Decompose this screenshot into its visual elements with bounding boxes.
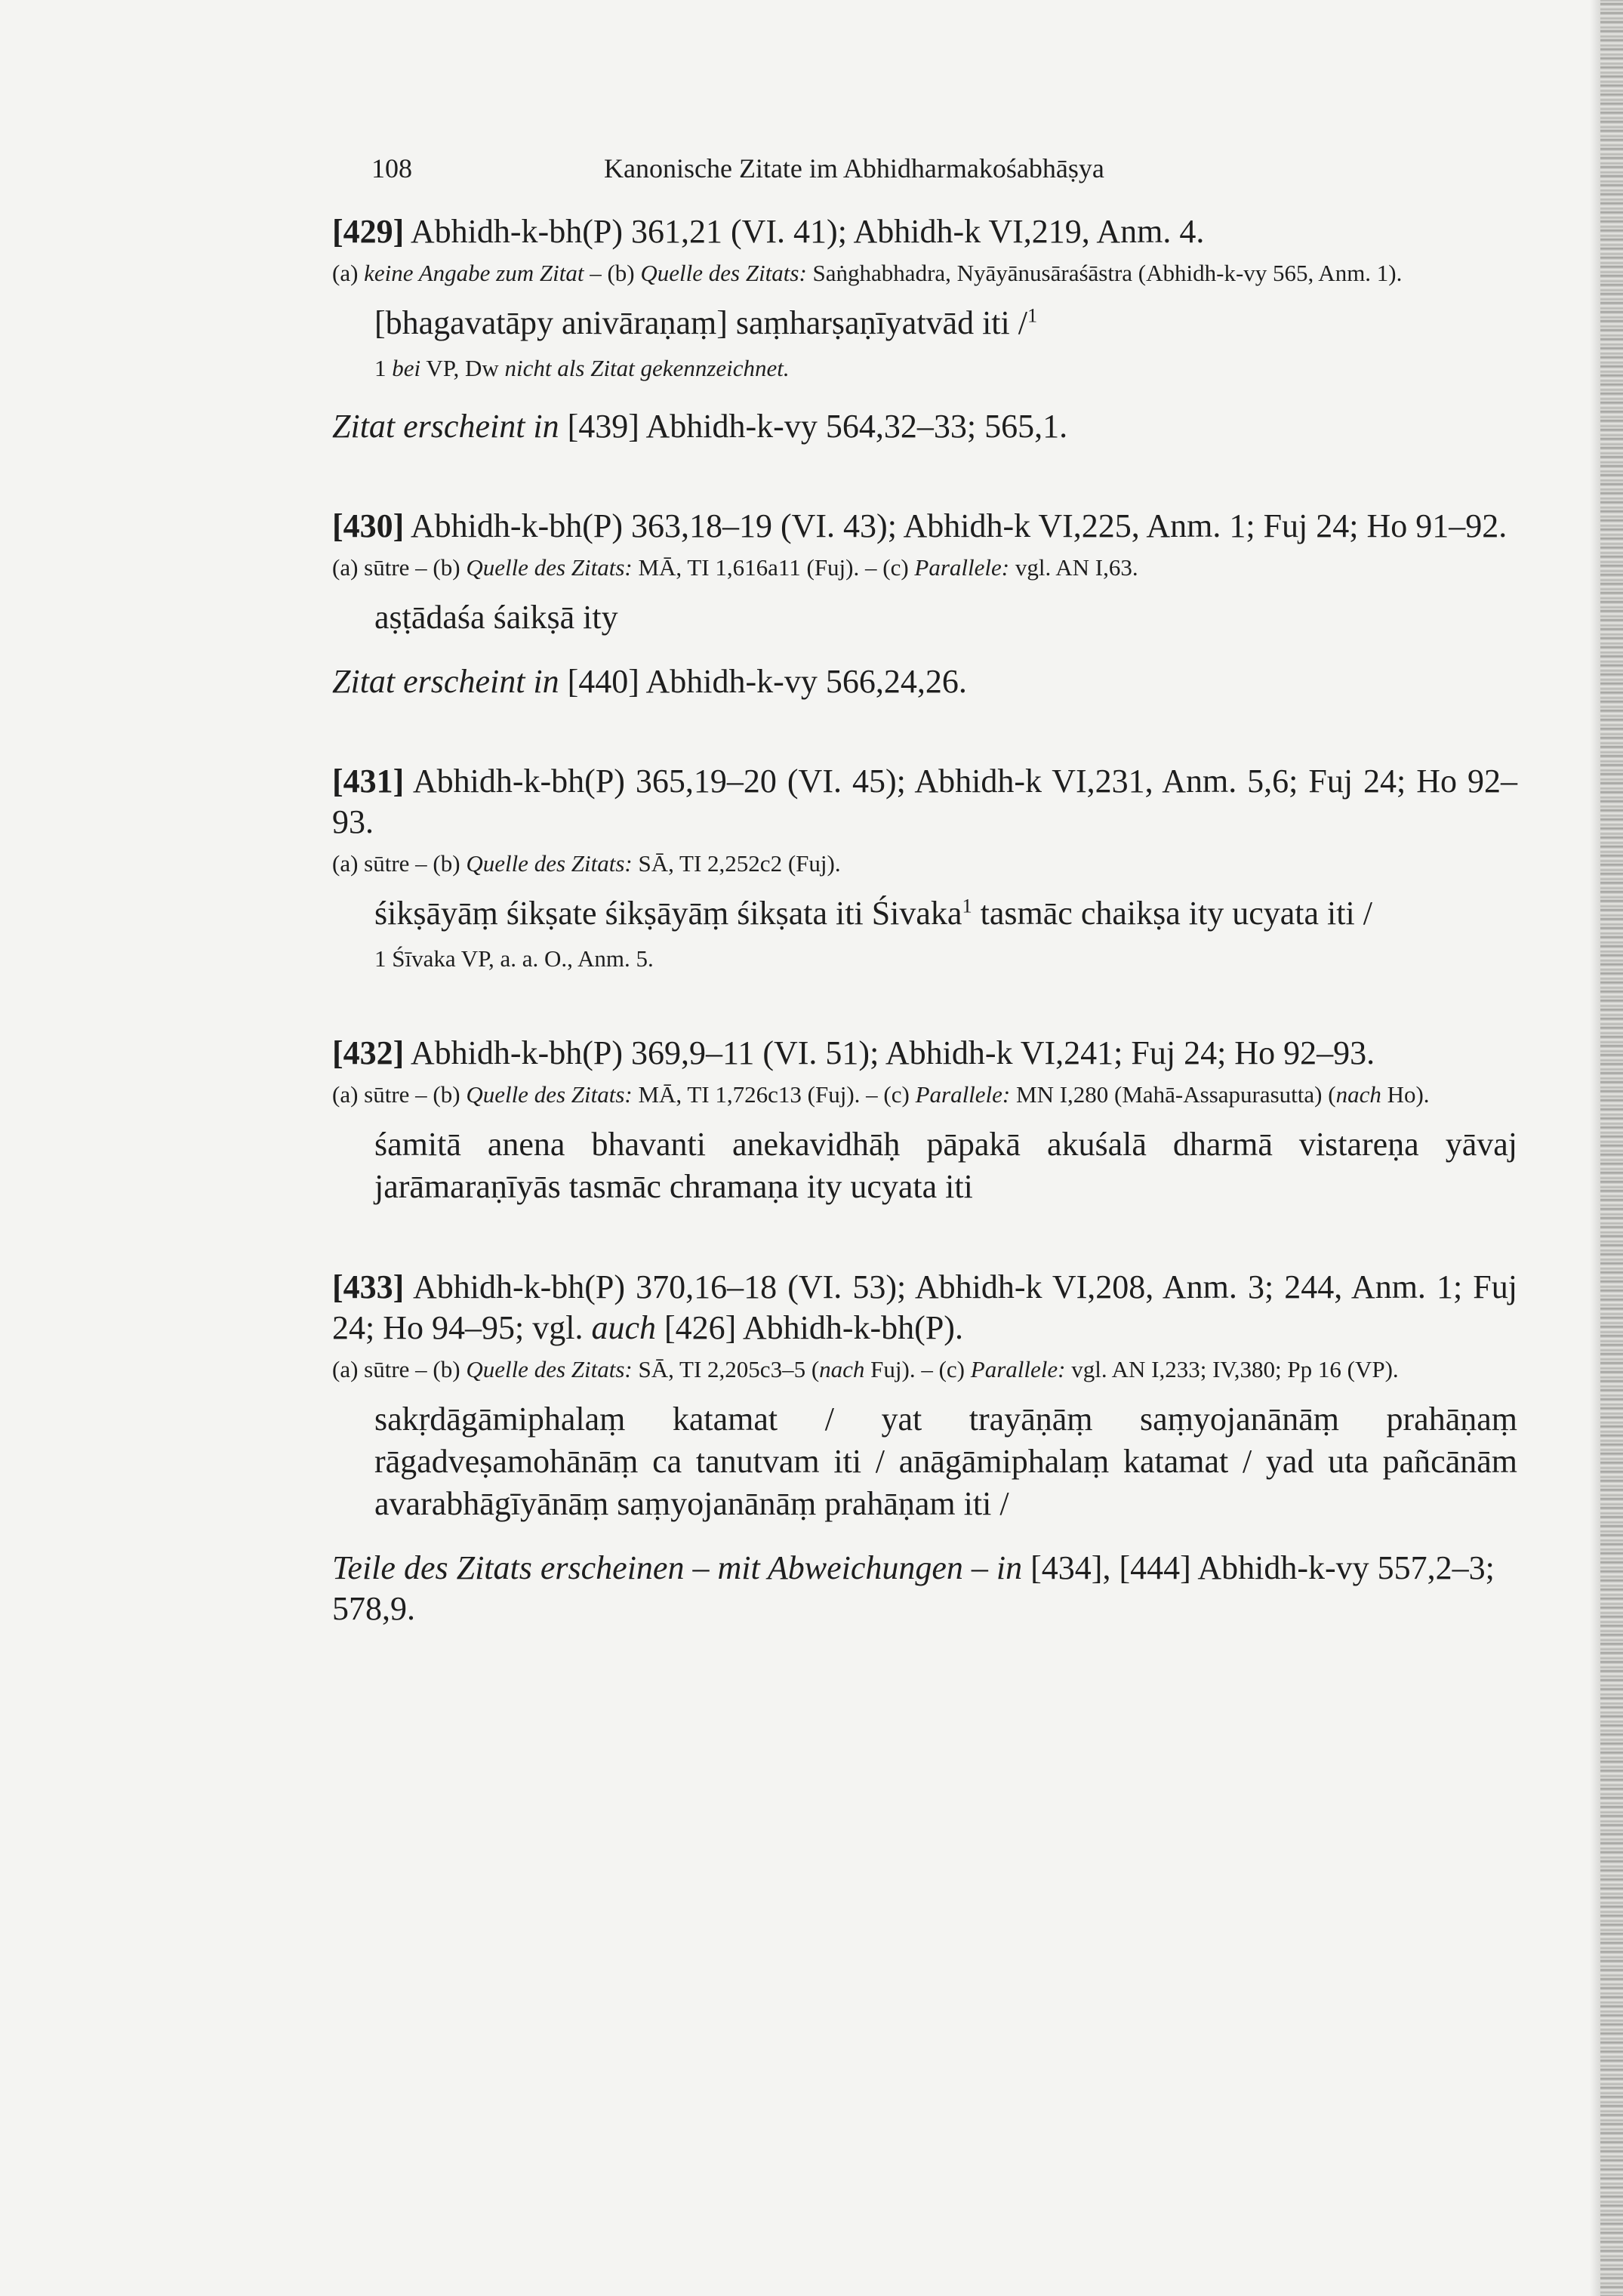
scan-shadow (1590, 0, 1600, 2296)
entry-reference: Abhidh-k-bh(P) 363,18–19 (VI. 43); Abhidh-k VI,225, Anm. 1; Fuj 24; Ho 91–92. (410, 507, 1508, 544)
entry-number: [433] (332, 1268, 405, 1305)
reference-italic: auch (591, 1309, 656, 1346)
meta-text: (a) sūtre – (b) (332, 850, 460, 877)
entry-431 (332, 761, 1517, 974)
meta-text: Fuj). – (c) (870, 1356, 965, 1382)
entry-number: [429] (332, 213, 405, 250)
meta-italic: Quelle des Zitats: (466, 1081, 633, 1108)
appears-text: [439] Abhidh-k-vy 564,32–33; 565,1. (567, 408, 1068, 445)
entry-meta (332, 258, 1517, 288)
entry-meta (332, 1354, 1517, 1385)
appears-label: Teile des Zitats erscheinen – mit Abweichungen – in (332, 1549, 1023, 1586)
meta-italic: Parallele: (970, 1356, 1066, 1382)
quote (332, 1398, 1517, 1525)
quote-text: sakṛdāgāmiphalaṃ katamat / yat trayāṇāṃ saṃyojanānāṃ prahāṇaṃ rāgadveṣamohānāṃ ca tanutvam iti / anāgāmiphalaṃ katamat / yad uta pañcānām avarabhāgīyānāṃ saṃyojanānāṃ prahāṇam iti / (374, 1401, 1517, 1522)
meta-italic: Parallele: (915, 1081, 1011, 1108)
meta-label: – (b) (590, 260, 635, 286)
entry-reference: Abhidh-k-bh(P) 370,16–18 (VI. 53); Abhidh-k VI,208, Anm. 3; 244, Anm. 1; Fuj 24; Ho 94–95; vgl. (332, 1268, 1517, 1346)
entry-meta (332, 553, 1517, 583)
quote (332, 596, 1517, 639)
meta-text: Saṅghabhadra, Nyāyānusāraśāstra (Abhidh-k-vy 565, Anm. 1). (812, 260, 1403, 286)
meta-italic: Quelle des Zitats: (640, 260, 807, 286)
meta-italic: Quelle des Zitats: (466, 1356, 633, 1382)
meta-text: (a) sūtre – (b) (332, 1356, 460, 1382)
entry-number: [432] (332, 1034, 405, 1071)
entry-number: [430] (332, 507, 405, 544)
meta-text: SĀ, TI 2,205c3–5 ( (638, 1356, 820, 1382)
running-head (332, 143, 1517, 189)
entry-reference: Abhidh-k-bh(P) 369,9–11 (VI. 51); Abhidh-k VI,241; Fuj 24; Ho 92–93. (410, 1034, 1375, 1071)
entry-429 (332, 211, 1517, 447)
footnote (332, 944, 1517, 974)
quote (332, 1123, 1517, 1208)
entry-heading (332, 211, 1517, 252)
entry-reference: Abhidh-k-bh(P) 365,19–20 (VI. 45); Abhidh-k VI,231, Anm. 5,6; Fuj 24; Ho 92–93. (332, 763, 1518, 840)
meta-label: (a) (332, 260, 359, 286)
running-title: Kanonische Zitate im Abhidharmakośabhāṣya (604, 153, 1104, 183)
entry-heading (332, 506, 1517, 547)
meta-italic: nach (1335, 1081, 1381, 1108)
meta-text: MĀ, TI 1,726c13 (Fuj). – (c) (638, 1081, 910, 1108)
footnote-italic: bei (392, 355, 421, 381)
quote-text: śamitā anena bhavanti anekavidhāḥ pāpakā akuśalā dharmā vistareṇa yāvaj jarāmaraṇīyās tasmāc chramaṇa ity ucyata iti (374, 1126, 1517, 1205)
footnote-marker: 1 (1027, 304, 1038, 327)
quote-text: śikṣāyāṃ śikṣate śikṣāyāṃ śikṣata iti Śivaka (374, 895, 962, 932)
meta-italic: Parallele: (914, 554, 1010, 581)
quote (332, 892, 1517, 935)
entry-number: [431] (332, 763, 405, 800)
entry-meta (332, 1080, 1517, 1110)
meta-italic: keine Angabe zum Zitat (364, 260, 584, 286)
appears-in (332, 406, 1517, 447)
meta-italic: Quelle des Zitats: (466, 554, 633, 581)
entry-430 (332, 506, 1517, 702)
footnote-italic: nicht als Zitat gekennzeichnet. (504, 355, 790, 381)
entry-432 (332, 1033, 1517, 1208)
entry-heading (332, 761, 1517, 843)
quote-text: aṣṭādaśa śaikṣā ity (374, 599, 618, 636)
quote-text: tasmāc chaikṣa ity ucyata iti / (980, 895, 1372, 932)
appears-text: [434], [444] Abhidh-k-vy 557,2–3; 578,9. (332, 1549, 1495, 1627)
entry-heading (332, 1267, 1517, 1348)
meta-italic: nach (819, 1356, 865, 1382)
entry-meta (332, 849, 1517, 879)
footnote-text: 1 Śīvaka VP, a. a. O., Anm. 5. (374, 945, 654, 972)
meta-text: Ho). (1387, 1081, 1430, 1108)
meta-text: MN I,280 (Mahā-Assapurasutta) ( (1016, 1081, 1336, 1108)
entry-reference: Abhidh-k-bh(P) 361,21 (VI. 41); Abhidh-k VI,219, Anm. 4. (410, 213, 1205, 250)
meta-text: (a) sūtre – (b) (332, 1081, 460, 1108)
entry-433 (332, 1267, 1517, 1629)
meta-text: (a) sūtre – (b) (332, 554, 460, 581)
appears-in (332, 661, 1517, 702)
appears-in (332, 1548, 1517, 1629)
appears-label: Zitat erscheint in (332, 663, 559, 700)
meta-text: vgl. AN I,63. (1015, 554, 1138, 581)
footnote-text: VP, Dw (426, 355, 499, 381)
footnote (332, 353, 1517, 384)
entry-reference-tail: [426] Abhidh-k-bh(P). (664, 1309, 963, 1346)
scan-edge (1600, 0, 1623, 2296)
quote-text: [bhagavatāpy anivāraṇaṃ] saṃharṣaṇīyatvād iti / (374, 304, 1027, 341)
footnote-number: 1 (374, 355, 387, 381)
quote (332, 302, 1517, 344)
page-number: 108 (371, 153, 412, 183)
entry-heading (332, 1033, 1517, 1074)
meta-text: SĀ, TI 2,252c2 (Fuj). (638, 850, 841, 877)
page (332, 143, 1517, 1629)
meta-text: vgl. AN I,233; IV,380; Pp 16 (VP). (1071, 1356, 1399, 1382)
appears-text: [440] Abhidh-k-vy 566,24,26. (567, 663, 967, 700)
footnote-marker: 1 (962, 894, 972, 917)
meta-italic: Quelle des Zitats: (466, 850, 633, 877)
appears-label: Zitat erscheint in (332, 408, 559, 445)
meta-text: MĀ, TI 1,616a11 (Fuj). – (c) (638, 554, 909, 581)
